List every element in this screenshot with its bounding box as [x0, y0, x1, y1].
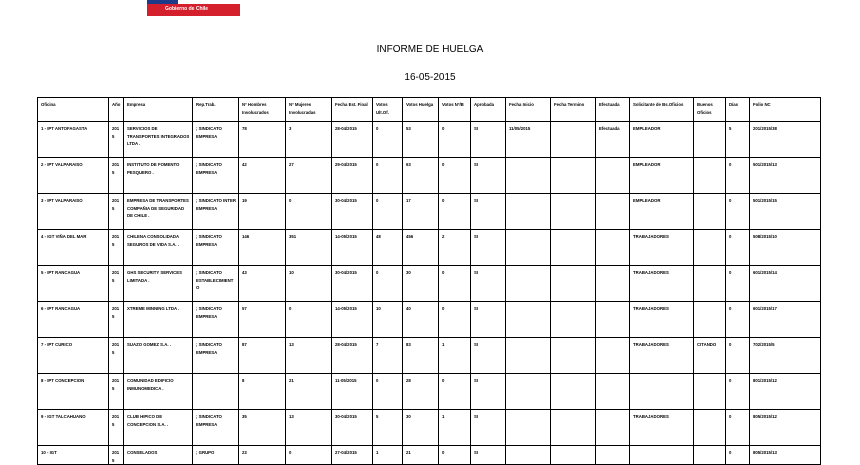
cell-ano: 2015: [109, 410, 124, 446]
cell-votos-ult-of: 0: [373, 158, 403, 194]
header-oficina: Oficina: [38, 98, 109, 122]
cell-empresa: XTREME MINNING LTDA .: [124, 302, 193, 338]
cell-fecha-termino: [551, 410, 596, 446]
cell-aprobada: SI: [471, 158, 506, 194]
cell-fecha-inicio: [506, 230, 551, 266]
table-header: [38, 98, 821, 122]
cell-aprobada: SI: [471, 230, 506, 266]
logo-text: Gobierno de Chile: [165, 6, 209, 12]
cell-fecha-termino: [551, 338, 596, 374]
cell-hombres: 57: [239, 302, 286, 338]
cell-fecha-est-final: 28-04/2015: [332, 122, 373, 158]
cell-fecha-termino: [551, 230, 596, 266]
cell-buenos-oficios: [694, 158, 726, 194]
cell-ano: 2015: [109, 194, 124, 230]
cell-rep-trab: [193, 374, 239, 410]
cell-efectuada: [596, 446, 630, 465]
header-fecha-inicio: Fecha Inicio: [506, 98, 551, 122]
cell-votos-huelga: 17: [403, 194, 439, 230]
cell-votos-huelga: 63: [403, 158, 439, 194]
cell-oficina: 6 - IPT RANCAGUA: [38, 302, 109, 338]
cell-mujeres: 13: [286, 410, 332, 446]
cell-mujeres: 27: [286, 158, 332, 194]
cell-efectuada: [596, 338, 630, 374]
table-row: [38, 338, 821, 374]
header-aprobada: Aprobada: [471, 98, 506, 122]
cell-folio-nc: 805/2015/12: [750, 410, 821, 446]
cell-hombres: 43: [239, 266, 286, 302]
table-row: [38, 158, 821, 194]
cell-hombres: 87: [239, 338, 286, 374]
table-row: [38, 194, 821, 230]
cell-hombres: 19: [239, 194, 286, 230]
cell-empresa: INSTITUTO DE FOMENTO PESQUERO .: [124, 158, 193, 194]
cell-fecha-est-final: 14-05/2015: [332, 302, 373, 338]
cell-rep-trab: ; SINDICATO INTER EMPRESA: [193, 194, 239, 230]
cell-fecha-termino: [551, 122, 596, 158]
header-row: [38, 98, 821, 122]
cell-votos-ult-of: 0: [373, 374, 403, 410]
cell-rep-trab: ; SINDICATO EMPRESA: [193, 338, 239, 374]
cell-solicitante: TRABAJADORES: [630, 410, 694, 446]
cell-dias: 0: [726, 194, 750, 230]
header-buenos-oficios: Buenos Oficios: [694, 98, 726, 122]
cell-dias: 5: [726, 122, 750, 158]
table-row: [38, 374, 821, 410]
cell-fecha-est-final: 30-04/2015: [332, 266, 373, 302]
table-row: [38, 446, 821, 465]
cell-fecha-inicio: 11/05/2015: [506, 122, 551, 158]
cell-fecha-est-final: 30-04/2015: [332, 410, 373, 446]
cell-efectuada: [596, 302, 630, 338]
cell-fecha-est-final: 11-05/2015: [332, 374, 373, 410]
cell-aprobada: SI: [471, 374, 506, 410]
cell-oficina: 5 - IPT RANCAGUA: [38, 266, 109, 302]
cell-ano: 2015: [109, 374, 124, 410]
cell-fecha-est-final: 28-04/2015: [332, 338, 373, 374]
cell-buenos-oficios: [694, 302, 726, 338]
cell-hombres: 23: [239, 446, 286, 465]
cell-fecha-inicio: [506, 266, 551, 302]
cell-rep-trab: ; SINDICATO EMPRESA: [193, 410, 239, 446]
header-votos-ult-of: Votos Ult.Of.: [373, 98, 403, 122]
cell-ano: 2015: [109, 338, 124, 374]
cell-fecha-inicio: [506, 374, 551, 410]
strike-report-table: [37, 97, 821, 465]
cell-aprobada: SI: [471, 266, 506, 302]
cell-empresa: CLUB HIPICO DE CONCEPCION S.A. .: [124, 410, 193, 446]
header-votos-huelga: Votos Huelga: [403, 98, 439, 122]
cell-solicitante: TRABAJADORES: [630, 230, 694, 266]
cell-solicitante: TRABAJADORES: [630, 266, 694, 302]
cell-votos-huelga: 40: [403, 302, 439, 338]
cell-oficina: 2 - IPT VALPARAISO: [38, 158, 109, 194]
cell-empresa: CONSELADOS: [124, 446, 193, 465]
cell-ano: 2015: [109, 158, 124, 194]
cell-votos-ult-of: 0: [373, 266, 403, 302]
cell-solicitante: EMPLEADOR: [630, 158, 694, 194]
cell-hombres: 42: [239, 158, 286, 194]
cell-hombres: 146: [239, 230, 286, 266]
cell-mujeres: 0: [286, 194, 332, 230]
cell-mujeres: 0: [286, 446, 332, 465]
cell-votos-nb: 0: [439, 266, 471, 302]
cell-votos-huelga: 21: [403, 446, 439, 465]
cell-dias: 0: [726, 446, 750, 465]
cell-buenos-oficios: [694, 374, 726, 410]
cell-efectuada: Efectuada: [596, 122, 630, 158]
header-solicitante: Solicitante de Bs.Oficios: [630, 98, 694, 122]
cell-folio-nc: 702/2015/5: [750, 338, 821, 374]
cell-rep-trab: ; SINDICATO EMPRESA: [193, 122, 239, 158]
cell-votos-nb: 0: [439, 122, 471, 158]
header-rep-trab: Rep.Trab.: [193, 98, 239, 122]
cell-fecha-termino: [551, 194, 596, 230]
cell-aprobada: SI: [471, 122, 506, 158]
cell-efectuada: [596, 194, 630, 230]
cell-mujeres: 0: [286, 302, 332, 338]
cell-ano: 2015: [109, 266, 124, 302]
cell-votos-nb: 1: [439, 338, 471, 374]
cell-votos-nb: 1: [439, 410, 471, 446]
cell-fecha-termino: [551, 158, 596, 194]
cell-buenos-oficios: [694, 230, 726, 266]
cell-mujeres: 10: [286, 266, 332, 302]
cell-dias: 0: [726, 410, 750, 446]
cell-oficina: 10 - IGT: [38, 446, 109, 465]
cell-votos-ult-of: 48: [373, 230, 403, 266]
cell-fecha-inicio: [506, 410, 551, 446]
cell-votos-ult-of: 7: [373, 338, 403, 374]
cell-aprobada: SI: [471, 446, 506, 465]
cell-votos-ult-of: 0: [373, 194, 403, 230]
cell-fecha-est-final: 29-04/2015: [332, 158, 373, 194]
cell-hombres: 8: [239, 374, 286, 410]
table-row: [38, 266, 821, 302]
table-body: [38, 122, 821, 465]
cell-empresa: GHS SECURITY SERVICES LIMITADA .: [124, 266, 193, 302]
cell-aprobada: SI: [471, 302, 506, 338]
cell-fecha-inicio: [506, 446, 551, 465]
cell-dias: 0: [726, 230, 750, 266]
cell-fecha-est-final: 14-05/2015: [332, 230, 373, 266]
table-row: [38, 230, 821, 266]
table-row: [38, 302, 821, 338]
report-title: INFORME DE HUELGA: [376, 44, 484, 55]
cell-folio-nc: 201/2015/38: [750, 122, 821, 158]
cell-fecha-inicio: [506, 158, 551, 194]
cell-fecha-termino: [551, 446, 596, 465]
cell-dias: 0: [726, 302, 750, 338]
cell-votos-huelga: 456: [403, 230, 439, 266]
cell-dias: 0: [726, 374, 750, 410]
cell-hombres: 78: [239, 122, 286, 158]
cell-votos-nb: 0: [439, 158, 471, 194]
header-votos-nb: Votos Nº/B: [439, 98, 471, 122]
government-logo: [147, 0, 240, 16]
cell-dias: 0: [726, 266, 750, 302]
report-date: 16-05-2015: [404, 72, 456, 83]
cell-fecha-est-final: 27-04/2015: [332, 446, 373, 465]
cell-ano: 2015: [109, 446, 124, 465]
cell-votos-nb: 0: [439, 374, 471, 410]
cell-folio-nc: 801/2015/12: [750, 374, 821, 410]
cell-solicitante: EMPLEADOR: [630, 194, 694, 230]
cell-hombres: 35: [239, 410, 286, 446]
cell-votos-huelga: 83: [403, 338, 439, 374]
cell-aprobada: SI: [471, 194, 506, 230]
cell-fecha-termino: [551, 374, 596, 410]
cell-ano: 2015: [109, 122, 124, 158]
cell-folio-nc: 501/2015/15: [750, 194, 821, 230]
cell-empresa: SUAZO GOMEZ S.A. .: [124, 338, 193, 374]
header-mujeres: Nº Mujeres Involucradas: [286, 98, 332, 122]
cell-buenos-oficios: [694, 194, 726, 230]
cell-mujeres: 13: [286, 338, 332, 374]
cell-folio-nc: 508/2015/10: [750, 230, 821, 266]
cell-empresa: COMUNIDAD EDIFICIO INMUNOMEDICA .: [124, 374, 193, 410]
table-row: [38, 410, 821, 446]
header-empresa: Empresa: [124, 98, 193, 122]
cell-buenos-oficios: CITANDO: [694, 338, 726, 374]
cell-votos-huelga: 30: [403, 266, 439, 302]
header-folio-nc: Folio NC: [750, 98, 821, 122]
cell-fecha-termino: [551, 266, 596, 302]
header-fecha-est-final: Fecha Est. Final: [332, 98, 373, 122]
header-ano: Año: [109, 98, 124, 122]
cell-votos-ult-of: 1: [373, 446, 403, 465]
cell-solicitante: TRABAJADORES: [630, 338, 694, 374]
cell-oficina: 7 - IPT CURICO: [38, 338, 109, 374]
cell-fecha-termino: [551, 302, 596, 338]
cell-folio-nc: 805/2015/13: [750, 446, 821, 465]
header-hombres: Nº Hombres Involucrados: [239, 98, 286, 122]
cell-mujeres: 351: [286, 230, 332, 266]
cell-solicitante: TRABAJADORES: [630, 302, 694, 338]
header-dias: Días: [726, 98, 750, 122]
header-fecha-termino: Fecha Termino: [551, 98, 596, 122]
cell-votos-ult-of: 10: [373, 302, 403, 338]
cell-ano: 2015: [109, 302, 124, 338]
cell-oficina: 9 - IGT TALCAHUANO: [38, 410, 109, 446]
cell-solicitante: EMPLEADOR: [630, 122, 694, 158]
cell-rep-trab: ; SINDICATO EMPRESA: [193, 158, 239, 194]
cell-votos-nb: 0: [439, 194, 471, 230]
cell-folio-nc: 501/2015/13: [750, 158, 821, 194]
cell-oficina: 4 - IGT VIÑA DEL MAR: [38, 230, 109, 266]
cell-mujeres: 3: [286, 122, 332, 158]
cell-buenos-oficios: [694, 266, 726, 302]
cell-empresa: CHILENA CONSOLIDADA SEGUROS DE VIDA S.A. .: [124, 230, 193, 266]
cell-efectuada: [596, 158, 630, 194]
table-row: [38, 122, 821, 158]
cell-votos-ult-of: 5: [373, 410, 403, 446]
cell-buenos-oficios: [694, 122, 726, 158]
cell-fecha-inicio: [506, 338, 551, 374]
cell-rep-trab: ; GRUPO: [193, 446, 239, 465]
cell-efectuada: [596, 266, 630, 302]
cell-rep-trab: ; SINDICATO EMPRESA: [193, 302, 239, 338]
cell-empresa: SERVICIOS DE TRANSPORTES INTEGRADOS LTDA .: [124, 122, 193, 158]
cell-fecha-inicio: [506, 302, 551, 338]
cell-solicitante: [630, 446, 694, 465]
cell-votos-ult-of: 0: [373, 122, 403, 158]
cell-dias: 0: [726, 158, 750, 194]
cell-rep-trab: ; SINDICATO ESTABLECIMIENTO: [193, 266, 239, 302]
cell-efectuada: [596, 374, 630, 410]
cell-aprobada: SI: [471, 338, 506, 374]
cell-ano: 2015: [109, 230, 124, 266]
cell-rep-trab: ; SINDICATO EMPRESA: [193, 230, 239, 266]
cell-folio-nc: 601/2015/17: [750, 302, 821, 338]
cell-oficina: 8 - IPT CONCEPCION: [38, 374, 109, 410]
cell-empresa: EMPRESA DE TRANSPORTES COMPAÑIA DE SEGURIDAD DE CHILE .: [124, 194, 193, 230]
cell-dias: 0: [726, 338, 750, 374]
cell-oficina: 3 - IPT VALPARAISO: [38, 194, 109, 230]
cell-votos-huelga: 28: [403, 374, 439, 410]
cell-oficina: 1 - IPT ANTOFAGASTA: [38, 122, 109, 158]
cell-aprobada: SI: [471, 410, 506, 446]
cell-buenos-oficios: [694, 410, 726, 446]
cell-votos-nb: 2: [439, 230, 471, 266]
cell-votos-nb: 0: [439, 302, 471, 338]
cell-votos-huelga: 30: [403, 410, 439, 446]
cell-fecha-inicio: [506, 194, 551, 230]
cell-mujeres: 21: [286, 374, 332, 410]
header-efectuada: Efectuada: [596, 98, 630, 122]
cell-folio-nc: 601/2015/14: [750, 266, 821, 302]
cell-buenos-oficios: [694, 446, 726, 465]
cell-votos-nb: 0: [439, 446, 471, 465]
cell-solicitante: [630, 374, 694, 410]
cell-fecha-est-final: 30-04/2015: [332, 194, 373, 230]
cell-efectuada: [596, 230, 630, 266]
cell-efectuada: [596, 410, 630, 446]
cell-votos-huelga: 53: [403, 122, 439, 158]
